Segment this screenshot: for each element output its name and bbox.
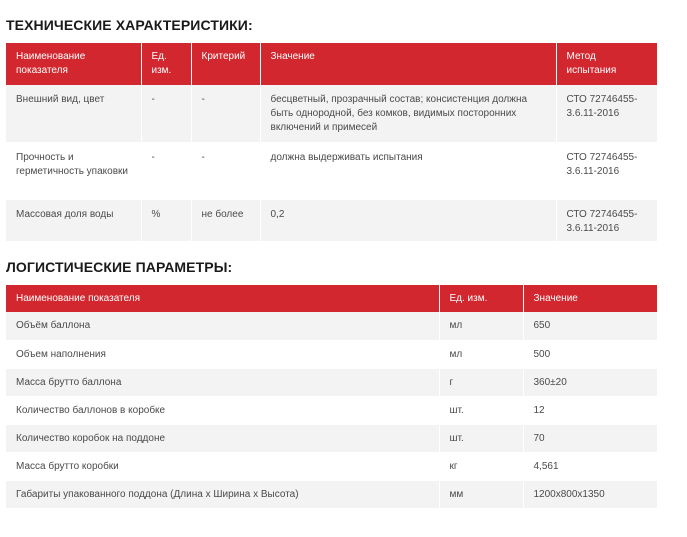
cell-criterion: не более [191, 199, 260, 241]
table-header-row [6, 285, 657, 312]
cell-indicator-name: Количество баллонов в коробке [6, 396, 439, 424]
header-indicator-name: Наименование показателя [6, 43, 141, 85]
cell-value: 500 [523, 340, 657, 368]
cell-test-method: СТО 72746455-3.6.11-2016 [556, 142, 657, 199]
cell-indicator-name: Количество коробок на поддоне [6, 424, 439, 452]
cell-test-method: СТО 72746455-3.6.11-2016 [556, 85, 657, 142]
cell-unit: кг [439, 452, 523, 480]
table-row [6, 424, 657, 452]
cell-indicator-name: Габариты упакованного поддона (Длина х Ширина х Высота) [6, 480, 439, 508]
header-value: Значение [523, 285, 657, 312]
cell-unit: шт. [439, 424, 523, 452]
cell-test-method: СТО 72746455-3.6.11-2016 [556, 199, 657, 241]
table-header-row [6, 43, 657, 85]
cell-criterion: - [191, 85, 260, 142]
header-unit: Ед. изм. [439, 285, 523, 312]
table-row [6, 312, 657, 340]
logistics-section-title: ЛОГИСТИЧЕСКИЕ ПАРАМЕТРЫ: [6, 259, 233, 275]
cell-value: бесцветный, прозрачный состав; консистенция должна быть однородной, без комков, видимых посторонних включений и примесей [260, 85, 556, 142]
table-row [6, 340, 657, 368]
cell-unit: % [141, 199, 191, 241]
cell-value: должна выдерживать испытания [260, 142, 556, 199]
header-value: Значение [260, 43, 556, 85]
tech-specs-table [6, 43, 657, 242]
cell-value: 4,561 [523, 452, 657, 480]
cell-value: 0,2 [260, 199, 556, 241]
cell-indicator-name: Прочность и герметичность упаковки [6, 142, 141, 199]
cell-value: 12 [523, 396, 657, 424]
cell-indicator-name: Масса брутто баллона [6, 368, 439, 396]
cell-value: 70 [523, 424, 657, 452]
table-row [6, 142, 657, 199]
cell-indicator-name: Объем наполнения [6, 340, 439, 368]
cell-unit: мл [439, 312, 523, 340]
cell-unit: - [141, 142, 191, 199]
cell-unit: шт. [439, 396, 523, 424]
cell-value: 650 [523, 312, 657, 340]
table-row [6, 368, 657, 396]
table-row [6, 85, 657, 142]
cell-unit: - [141, 85, 191, 142]
cell-unit: мл [439, 340, 523, 368]
header-test-method: Метод испытания [556, 43, 657, 85]
cell-criterion: - [191, 142, 260, 199]
cell-value: 360±20 [523, 368, 657, 396]
table-row [6, 452, 657, 480]
table-row [6, 396, 657, 424]
table-row [6, 199, 657, 241]
cell-value: 1200х800х1350 [523, 480, 657, 508]
header-unit: Ед. изм. [141, 43, 191, 85]
cell-indicator-name: Внешний вид, цвет [6, 85, 141, 142]
header-indicator-name: Наименование показателя [6, 285, 439, 312]
table-row [6, 480, 657, 508]
logistics-table [6, 285, 657, 509]
cell-unit: мм [439, 480, 523, 508]
header-criterion: Критерий [191, 43, 260, 85]
cell-indicator-name: Масса брутто коробки [6, 452, 439, 480]
tech-section-title: ТЕХНИЧЕСКИЕ ХАРАКТЕРИСТИКИ: [6, 17, 253, 33]
cell-unit: г [439, 368, 523, 396]
cell-indicator-name: Объём баллона [6, 312, 439, 340]
cell-indicator-name: Массовая доля воды [6, 199, 141, 241]
